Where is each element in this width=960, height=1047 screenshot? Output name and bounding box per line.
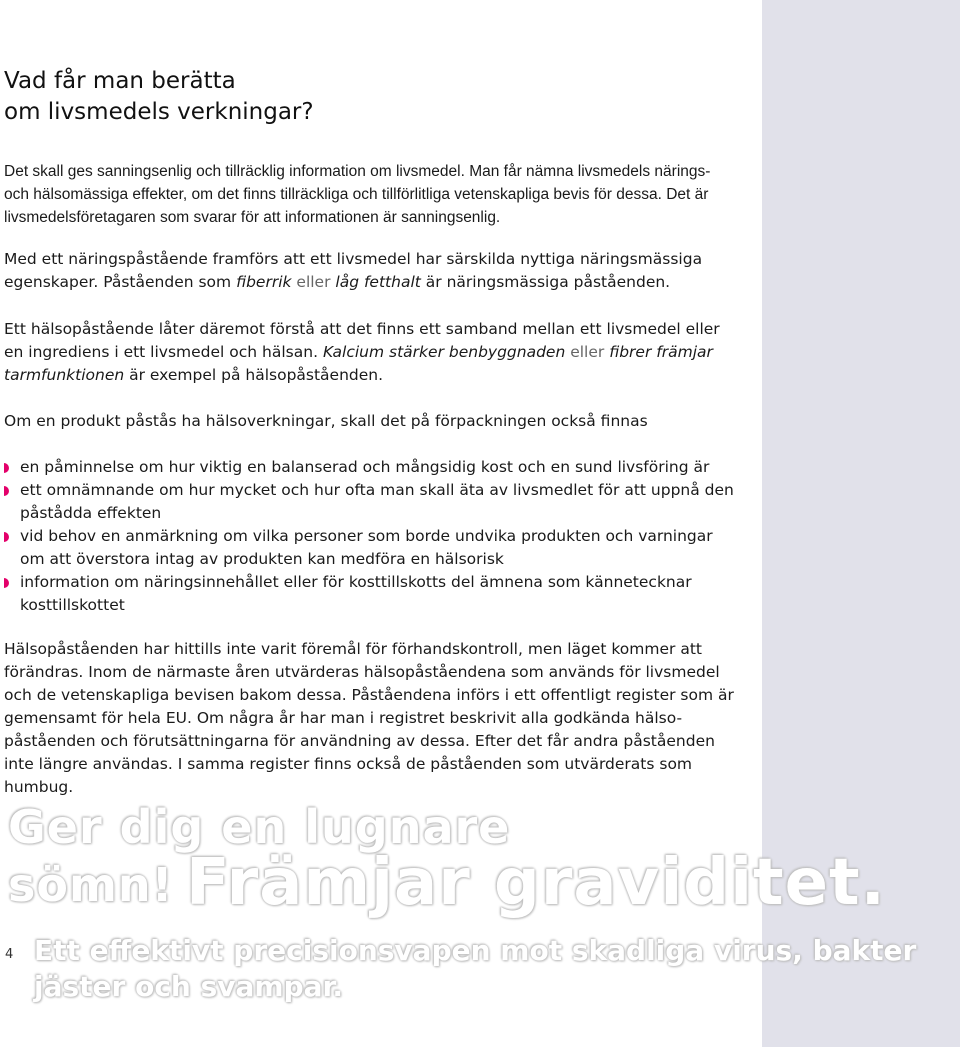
text: är näringsmässiga påståenden. (420, 273, 671, 291)
intro-paragraph: Det skall ges sanningsenlig och tillräcklig information om livsmedel. Man får nämna livsmedels närings- och hälsomässiga effekter, om det finns tillräckliga och tillförlitliga vetenskapliga bevis för dessa. Det är livsmedelsföretagaren som svarar för att informationen är sanningsenlig. (4, 163, 711, 226)
text: är exempel på hälsopåståenden. (124, 366, 384, 384)
example-claim: låg fetthalt (335, 273, 421, 291)
list-item-text: information om näringsinnehållet eller för kosttillskotts del ämnena som kännetecknar kosttillskottet (20, 573, 692, 614)
decorative-claim-3-line-2: jäster och svampar. (34, 970, 343, 1003)
decorative-claim-1-line-2: sömn! (8, 858, 174, 912)
example-claim: Kalcium stärker benbyggnaden (322, 343, 566, 361)
decorative-claim-2: Främjar graviditet. (186, 846, 886, 920)
list-item-text: en påminnelse om hur viktig en balanserad och mångsidig kost och en sund livsföring är (20, 458, 710, 476)
requirements-list (4, 456, 734, 617)
packaging-requirements-intro: Om en produkt påstås ha hälsoverkningar, skall det på förpackningen också finnas (4, 412, 648, 430)
title-line-1: Vad får man berätta (4, 68, 236, 94)
nutrition-claim-paragraph (4, 248, 734, 294)
bullet-icon (4, 578, 9, 588)
bullet-icon (4, 486, 9, 496)
decorative-claim-1-line-1: Ger dig en lugnare (8, 800, 511, 854)
list-item (4, 525, 734, 571)
closing-paragraph: Hälsopåståenden har hittills inte varit föremål för förhandskontroll, men läget kommer att förändras. Inom de närmaste åren utvärderas hälsopåståendena som används för livsmedel och de vetenskapliga bevisen bakom dessa. Påståendena införs i ett offentligt register som är gemensamt för hela EU. Om några år har man i registret beskrivit alla godkända hälso-påståenden och förutsättningarna för användning av dessa. Efter det får andra påståenden inte längre användas. I samma register finns också de påståenden som utvärderats som humbug. (4, 640, 734, 796)
list-item (4, 479, 734, 525)
title-line-2: om livsmedels verkningar? (4, 99, 314, 125)
text: eller (565, 343, 610, 361)
text: Ett hälsopåstående låter däremot förstå att det finns ett samband mellan ett livsmedel eller en ingrediens i ett livsmedel och hälsan. (4, 320, 720, 361)
health-claim-paragraph (4, 318, 734, 387)
decorative-claim-3-line-1: Ett effektivt precisionsvapen mot skadliga virus, bakter (34, 934, 917, 967)
list-item-text: ett omnämnande om hur mycket och hur ofta man skall äta av livsmedlet för att uppnå den påstådda effekten (20, 481, 734, 522)
bullet-icon (4, 463, 9, 473)
example-claim: fibrer främjar tarmfunktionen (4, 343, 713, 384)
list-item (4, 571, 734, 617)
list-item-text: vid behov en anmärkning om vilka personer som borde undvika produkten och varningar om att överstora intag av produkten kan medföra en hälsorisk (20, 527, 713, 568)
example-claim: fiberrik (236, 273, 292, 291)
page-title (4, 66, 756, 128)
bullet-icon (4, 532, 9, 542)
list-item (4, 456, 734, 479)
article (4, 66, 756, 796)
text: eller (291, 273, 336, 291)
page-number: 4 (5, 947, 14, 962)
text: Med ett näringspåstående framförs att ett livsmedel har särskilda nyttiga näringsmässiga egenskaper. Påståenden som (4, 250, 703, 291)
